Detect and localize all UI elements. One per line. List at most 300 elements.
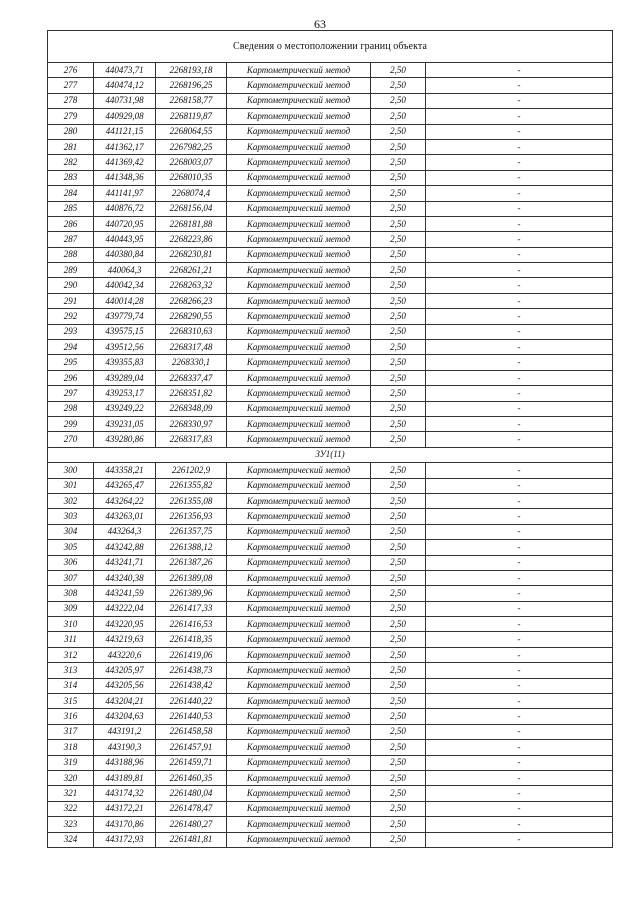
coord-y: 2268003,07	[156, 155, 227, 170]
page-number: 63	[314, 17, 326, 31]
table-row	[48, 463, 613, 478]
accuracy: 2,50	[371, 109, 426, 124]
table-row	[48, 324, 613, 339]
method: Картометрический метод	[227, 355, 371, 370]
description: -	[426, 324, 613, 339]
accuracy: 2,50	[371, 786, 426, 801]
description: -	[426, 247, 613, 262]
coord-y: 2261480,27	[156, 817, 227, 832]
table-row	[48, 247, 613, 262]
accuracy: 2,50	[371, 201, 426, 216]
table-row	[48, 309, 613, 324]
coord-x: 443220,6	[94, 647, 156, 662]
coord-x: 443191,2	[94, 724, 156, 739]
point-number: 288	[48, 247, 94, 262]
table-row	[48, 478, 613, 493]
table-row	[48, 755, 613, 770]
coord-x: 441369,42	[94, 155, 156, 170]
accuracy: 2,50	[371, 155, 426, 170]
point-number: 283	[48, 170, 94, 185]
coord-y: 2268317,48	[156, 340, 227, 355]
table-row	[48, 570, 613, 585]
description: -	[426, 170, 613, 185]
method: Картометрический метод	[227, 370, 371, 385]
point-number: 293	[48, 324, 94, 339]
table-row	[48, 63, 613, 78]
description: -	[426, 647, 613, 662]
coord-y: 2268156,04	[156, 201, 227, 216]
description: -	[426, 432, 613, 447]
description: -	[426, 355, 613, 370]
method: Картометрический метод	[227, 124, 371, 139]
table-row	[48, 93, 613, 108]
accuracy: 2,50	[371, 139, 426, 154]
coord-x: 440473,71	[94, 63, 156, 78]
table-header: Сведения о местоположении границ объекта	[48, 31, 613, 63]
method: Картометрический метод	[227, 524, 371, 539]
description: -	[426, 109, 613, 124]
point-number: 300	[48, 463, 94, 478]
table-header-row	[48, 31, 613, 63]
coord-x: 443170,86	[94, 817, 156, 832]
table-row	[48, 216, 613, 231]
method: Картометрический метод	[227, 801, 371, 816]
description: -	[426, 63, 613, 78]
description: -	[426, 755, 613, 770]
coord-y: 2261202,9	[156, 463, 227, 478]
coord-x: 443242,88	[94, 540, 156, 555]
table-row	[48, 601, 613, 616]
coord-x: 440929,08	[94, 109, 156, 124]
method: Картометрический метод	[227, 216, 371, 231]
table-row	[48, 340, 613, 355]
method: Картометрический метод	[227, 601, 371, 616]
point-number: 311	[48, 632, 94, 647]
table-row	[48, 432, 613, 447]
accuracy: 2,50	[371, 632, 426, 647]
point-number: 304	[48, 524, 94, 539]
description: -	[426, 186, 613, 201]
description: -	[426, 201, 613, 216]
point-number: 290	[48, 278, 94, 293]
point-number: 301	[48, 478, 94, 493]
accuracy: 2,50	[371, 293, 426, 308]
point-number: 281	[48, 139, 94, 154]
point-number: 315	[48, 694, 94, 709]
point-number: 312	[48, 647, 94, 662]
method: Картометрический метод	[227, 109, 371, 124]
method: Картометрический метод	[227, 617, 371, 632]
coord-x: 439779,74	[94, 309, 156, 324]
table-row	[48, 401, 613, 416]
table-row	[48, 709, 613, 724]
accuracy: 2,50	[371, 93, 426, 108]
table-row	[48, 201, 613, 216]
accuracy: 2,50	[371, 401, 426, 416]
coord-y: 2268261,21	[156, 263, 227, 278]
accuracy: 2,50	[371, 324, 426, 339]
method: Картометрический метод	[227, 540, 371, 555]
coord-y: 2261417,33	[156, 601, 227, 616]
coord-y: 2268119,87	[156, 109, 227, 124]
coord-y: 2261440,22	[156, 694, 227, 709]
description: -	[426, 740, 613, 755]
coord-x: 443190,3	[94, 740, 156, 755]
coord-y: 2261355,08	[156, 493, 227, 508]
method: Картометрический метод	[227, 278, 371, 293]
accuracy: 2,50	[371, 309, 426, 324]
description: -	[426, 663, 613, 678]
coord-x: 443241,71	[94, 555, 156, 570]
coord-y: 2261438,42	[156, 678, 227, 693]
coord-x: 439289,04	[94, 370, 156, 385]
accuracy: 2,50	[371, 216, 426, 231]
coord-x: 440876,72	[94, 201, 156, 216]
table-row	[48, 586, 613, 601]
point-number: 302	[48, 493, 94, 508]
table-row	[48, 740, 613, 755]
accuracy: 2,50	[371, 555, 426, 570]
point-number: 294	[48, 340, 94, 355]
coord-x: 440443,95	[94, 232, 156, 247]
coord-x: 439355,83	[94, 355, 156, 370]
point-number: 291	[48, 293, 94, 308]
table-row	[48, 801, 613, 816]
method: Картометрический метод	[227, 139, 371, 154]
coord-x: 441141,97	[94, 186, 156, 201]
point-number: 270	[48, 432, 94, 447]
coord-y: 2261480,04	[156, 786, 227, 801]
table-row	[48, 355, 613, 370]
method: Картометрический метод	[227, 555, 371, 570]
point-number: 276	[48, 63, 94, 78]
coord-y: 2268290,55	[156, 309, 227, 324]
method: Картометрический метод	[227, 647, 371, 662]
method: Картометрический метод	[227, 293, 371, 308]
coord-y: 2268263,32	[156, 278, 227, 293]
coord-y: 2268064,55	[156, 124, 227, 139]
table-row	[48, 155, 613, 170]
description: -	[426, 263, 613, 278]
coord-y: 2268351,82	[156, 386, 227, 401]
table-row	[48, 186, 613, 201]
accuracy: 2,50	[371, 755, 426, 770]
coord-y: 2268348,09	[156, 401, 227, 416]
coord-x: 439231,05	[94, 416, 156, 431]
point-number: 319	[48, 755, 94, 770]
point-number: 289	[48, 263, 94, 278]
coord-y: 2261387,26	[156, 555, 227, 570]
accuracy: 2,50	[371, 278, 426, 293]
description: -	[426, 139, 613, 154]
table-row	[48, 647, 613, 662]
table-row	[48, 786, 613, 801]
method: Картометрический метод	[227, 263, 371, 278]
accuracy: 2,50	[371, 463, 426, 478]
coord-y: 2268337,47	[156, 370, 227, 385]
description: -	[426, 155, 613, 170]
coord-x: 441121,15	[94, 124, 156, 139]
point-number: 308	[48, 586, 94, 601]
coord-x: 443188,96	[94, 755, 156, 770]
method: Картометрический метод	[227, 570, 371, 585]
boundary-coordinates-table	[47, 30, 613, 848]
table-row	[48, 370, 613, 385]
coord-x: 443265,47	[94, 478, 156, 493]
method: Картометрический метод	[227, 478, 371, 493]
description: -	[426, 555, 613, 570]
coord-x: 443172,21	[94, 801, 156, 816]
accuracy: 2,50	[371, 432, 426, 447]
method: Картометрический метод	[227, 678, 371, 693]
accuracy: 2,50	[371, 124, 426, 139]
description: -	[426, 463, 613, 478]
table-row	[48, 170, 613, 185]
accuracy: 2,50	[371, 370, 426, 385]
coord-x: 443264,22	[94, 493, 156, 508]
description: -	[426, 524, 613, 539]
table-row	[48, 663, 613, 678]
description: -	[426, 786, 613, 801]
description: -	[426, 370, 613, 385]
accuracy: 2,50	[371, 832, 426, 847]
description: -	[426, 309, 613, 324]
accuracy: 2,50	[371, 663, 426, 678]
coord-y: 2268181,88	[156, 216, 227, 231]
coord-x: 443220,95	[94, 617, 156, 632]
point-number: 278	[48, 93, 94, 108]
point-number: 309	[48, 601, 94, 616]
method: Картометрический метод	[227, 93, 371, 108]
accuracy: 2,50	[371, 647, 426, 662]
coord-y: 2261389,08	[156, 570, 227, 585]
table-row	[48, 632, 613, 647]
point-number: 297	[48, 386, 94, 401]
method: Картометрический метод	[227, 309, 371, 324]
point-number: 295	[48, 355, 94, 370]
point-number: 285	[48, 201, 94, 216]
accuracy: 2,50	[371, 247, 426, 262]
coord-x: 439575,15	[94, 324, 156, 339]
coord-x: 439512,56	[94, 340, 156, 355]
table-row	[48, 139, 613, 154]
method: Картометрический метод	[227, 155, 371, 170]
description: -	[426, 632, 613, 647]
table-row	[48, 509, 613, 524]
method: Картометрический метод	[227, 740, 371, 755]
coord-y: 2261388,12	[156, 540, 227, 555]
coord-x: 443174,32	[94, 786, 156, 801]
coord-x: 443222,04	[94, 601, 156, 616]
table-row	[48, 124, 613, 139]
coordinates-sheet	[47, 30, 612, 848]
point-number: 292	[48, 309, 94, 324]
coord-y: 2261481,81	[156, 832, 227, 847]
coord-y: 2268158,77	[156, 93, 227, 108]
description: -	[426, 401, 613, 416]
point-number: 279	[48, 109, 94, 124]
description: -	[426, 509, 613, 524]
coord-y: 2261419,06	[156, 647, 227, 662]
point-number: 313	[48, 663, 94, 678]
accuracy: 2,50	[371, 770, 426, 785]
table-row	[48, 416, 613, 431]
table-row	[48, 817, 613, 832]
description: -	[426, 724, 613, 739]
accuracy: 2,50	[371, 586, 426, 601]
method: Картометрический метод	[227, 432, 371, 447]
description: -	[426, 386, 613, 401]
point-number: 284	[48, 186, 94, 201]
accuracy: 2,50	[371, 263, 426, 278]
method: Картометрический метод	[227, 340, 371, 355]
coord-y: 2268330,1	[156, 355, 227, 370]
method: Картометрический метод	[227, 709, 371, 724]
point-number: 320	[48, 770, 94, 785]
point-number: 316	[48, 709, 94, 724]
point-number: 282	[48, 155, 94, 170]
accuracy: 2,50	[371, 186, 426, 201]
coord-y: 2268317,83	[156, 432, 227, 447]
point-number: 322	[48, 801, 94, 816]
coord-y: 2261459,71	[156, 755, 227, 770]
coord-x: 440064,3	[94, 263, 156, 278]
coord-y: 2268266,23	[156, 293, 227, 308]
point-number: 305	[48, 540, 94, 555]
coord-x: 443204,63	[94, 709, 156, 724]
accuracy: 2,50	[371, 478, 426, 493]
point-number: 303	[48, 509, 94, 524]
description: -	[426, 801, 613, 816]
coord-x: 441362,17	[94, 139, 156, 154]
coord-y: 2268196,25	[156, 78, 227, 93]
method: Картометрический метод	[227, 324, 371, 339]
coord-x: 441348,36	[94, 170, 156, 185]
accuracy: 2,50	[371, 740, 426, 755]
coord-x: 443263,01	[94, 509, 156, 524]
point-number: 306	[48, 555, 94, 570]
accuracy: 2,50	[371, 617, 426, 632]
description: -	[426, 817, 613, 832]
point-number: 323	[48, 817, 94, 832]
accuracy: 2,50	[371, 340, 426, 355]
coord-y: 2261389,96	[156, 586, 227, 601]
method: Картометрический метод	[227, 586, 371, 601]
coord-y: 2268223,86	[156, 232, 227, 247]
table-row	[48, 278, 613, 293]
coord-x: 443358,21	[94, 463, 156, 478]
description: -	[426, 293, 613, 308]
method: Картометрический метод	[227, 755, 371, 770]
accuracy: 2,50	[371, 355, 426, 370]
coord-x: 443205,56	[94, 678, 156, 693]
table-row	[48, 293, 613, 308]
method: Картометрический метод	[227, 770, 371, 785]
coord-x: 439249,22	[94, 401, 156, 416]
point-number: 296	[48, 370, 94, 385]
point-number: 277	[48, 78, 94, 93]
accuracy: 2,50	[371, 493, 426, 508]
table-row	[48, 770, 613, 785]
coord-x: 443189,81	[94, 770, 156, 785]
point-number: 280	[48, 124, 94, 139]
description: -	[426, 340, 613, 355]
description: -	[426, 78, 613, 93]
coord-y: 2261355,82	[156, 478, 227, 493]
description: -	[426, 540, 613, 555]
description: -	[426, 694, 613, 709]
coord-x: 440380,84	[94, 247, 156, 262]
coord-y: 2268074,4	[156, 186, 227, 201]
coord-x: 439280,86	[94, 432, 156, 447]
method: Картометрический метод	[227, 386, 371, 401]
accuracy: 2,50	[371, 601, 426, 616]
coord-y: 2268310,63	[156, 324, 227, 339]
method: Картометрический метод	[227, 247, 371, 262]
accuracy: 2,50	[371, 540, 426, 555]
description: -	[426, 232, 613, 247]
coord-y: 2268330,97	[156, 416, 227, 431]
coord-x: 443205,97	[94, 663, 156, 678]
method: Картометрический метод	[227, 509, 371, 524]
coord-y: 2261357,75	[156, 524, 227, 539]
description: -	[426, 832, 613, 847]
accuracy: 2,50	[371, 570, 426, 585]
coord-x: 439253,17	[94, 386, 156, 401]
coord-y: 2261416,53	[156, 617, 227, 632]
coord-x: 440042,34	[94, 278, 156, 293]
description: -	[426, 416, 613, 431]
coord-y: 2268230,81	[156, 247, 227, 262]
description: -	[426, 493, 613, 508]
accuracy: 2,50	[371, 509, 426, 524]
description: -	[426, 216, 613, 231]
method: Картометрический метод	[227, 493, 371, 508]
table-row	[48, 386, 613, 401]
coord-y: 2268010,35	[156, 170, 227, 185]
coord-x: 443241,59	[94, 586, 156, 601]
coord-y: 2267982,25	[156, 139, 227, 154]
coord-x: 440720,95	[94, 216, 156, 231]
method: Картометрический метод	[227, 786, 371, 801]
table-row	[48, 678, 613, 693]
method: Картометрический метод	[227, 463, 371, 478]
table-row	[48, 617, 613, 632]
table-row	[48, 832, 613, 847]
point-number: 310	[48, 617, 94, 632]
method: Картометрический метод	[227, 186, 371, 201]
method: Картометрический метод	[227, 63, 371, 78]
description: -	[426, 586, 613, 601]
coord-y: 2261457,91	[156, 740, 227, 755]
accuracy: 2,50	[371, 170, 426, 185]
method: Картометрический метод	[227, 78, 371, 93]
table-row	[48, 694, 613, 709]
table-row	[48, 540, 613, 555]
accuracy: 2,50	[371, 232, 426, 247]
accuracy: 2,50	[371, 78, 426, 93]
description: -	[426, 570, 613, 585]
description: -	[426, 478, 613, 493]
description: -	[426, 278, 613, 293]
coord-y: 2261458,58	[156, 724, 227, 739]
method: Картометрический метод	[227, 663, 371, 678]
point-number: 324	[48, 832, 94, 847]
coord-x: 443204,21	[94, 694, 156, 709]
table-body	[48, 31, 613, 848]
method: Картометрический метод	[227, 832, 371, 847]
method: Картометрический метод	[227, 694, 371, 709]
